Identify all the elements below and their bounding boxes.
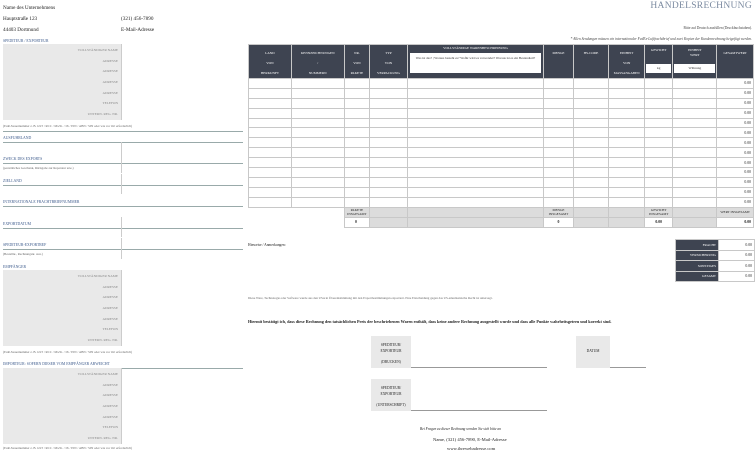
- column-header: GESAMTWERT: [717, 45, 754, 79]
- company-city: 44403 Dortmund: [3, 27, 39, 33]
- row-total-cell[interactable]: 0.00: [717, 79, 754, 89]
- export-purpose-note: (persönliches Geschenk, Rückgabe zur Reparatur usw.): [3, 166, 74, 170]
- importer-inputs[interactable]: [121, 368, 243, 444]
- table-row: [249, 177, 754, 187]
- export-statement: Diese Ware, Technologie oder Software wurde aus den USA in Übereinstimmung mit den Exportbestimmungen exportiert. Eine Entscheidung gegen das US-amerikanische Recht ist untersagt.: [248, 296, 493, 300]
- table-cell[interactable]: [344, 187, 369, 197]
- notes-input[interactable]: [248, 250, 673, 280]
- table-cell[interactable]: [370, 98, 408, 108]
- table-cell[interactable]: [573, 88, 609, 98]
- table-cell[interactable]: [370, 118, 408, 128]
- table-cell[interactable]: [644, 168, 673, 178]
- tracking-input[interactable]: [3, 206, 243, 216]
- table-cell[interactable]: [291, 148, 344, 158]
- row-total-cell[interactable]: 0.00: [717, 168, 754, 178]
- sign-sig-l3: (UNTERSCHRIFT): [376, 403, 406, 407]
- charge-row: [676, 271, 755, 282]
- sign-signature-input[interactable]: [411, 379, 547, 411]
- table-cell[interactable]: [609, 177, 645, 187]
- table-cell[interactable]: [644, 148, 673, 158]
- column-header: MENGE: [544, 45, 574, 79]
- table-cell[interactable]: [573, 177, 609, 187]
- table-cell[interactable]: [370, 158, 408, 168]
- table-cell[interactable]: [344, 177, 369, 187]
- table-cell[interactable]: [344, 128, 369, 138]
- table-cell[interactable]: [544, 108, 574, 118]
- field-label: ADRESSE: [102, 80, 118, 85]
- export-purpose-input[interactable]: [121, 152, 243, 173]
- description-hint: Was ist das? | Woraus besteht es? Wofür wird es verwendet? Woraus ist es ein Bestandteil?: [410, 53, 541, 73]
- field-label: ADRESSE: [102, 306, 118, 311]
- table-cell[interactable]: [644, 197, 673, 207]
- table-cell[interactable]: [673, 79, 717, 89]
- table-cell[interactable]: [370, 187, 408, 197]
- sign-sig-l2: EXPORTEUR: [380, 392, 402, 396]
- field-label: UNTERN. REG. NR.: [87, 338, 118, 343]
- charge-row: [676, 261, 755, 272]
- table-cell[interactable]: [644, 187, 673, 197]
- packages-total-value: 0: [344, 217, 369, 227]
- date-label: DATUM: [586, 349, 600, 353]
- charge-row: [676, 240, 755, 251]
- table-row: [249, 138, 754, 148]
- table-row: [249, 108, 754, 118]
- charge-value[interactable]: 0.00: [719, 271, 755, 282]
- weight-total-label: GEWICHT INSGESAMT: [644, 207, 673, 217]
- table-cell[interactable]: [344, 88, 369, 98]
- table-cell[interactable]: [673, 108, 717, 118]
- table-cell[interactable]: [573, 118, 609, 128]
- table-cell[interactable]: [291, 138, 344, 148]
- row-total-cell[interactable]: 0.00: [717, 128, 754, 138]
- field-label: ADRESSE: [102, 414, 118, 419]
- table-cell[interactable]: [673, 88, 717, 98]
- table-cell[interactable]: [407, 98, 543, 108]
- field-label: ADRESSE: [102, 316, 118, 321]
- table-cell[interactable]: [249, 158, 292, 168]
- sign-print-l2: EXPORTEUR: [380, 349, 402, 353]
- tracking-label: INTERNATIONALE FRACHTBRIEFNUMMER: [3, 200, 80, 204]
- table-cell[interactable]: [609, 138, 645, 148]
- shipper-inputs[interactable]: [121, 44, 243, 120]
- table-row: [249, 158, 754, 168]
- table-cell[interactable]: [407, 187, 543, 197]
- consignee-labels-panel: [3, 270, 121, 346]
- charges-table: [675, 239, 755, 282]
- table-cell[interactable]: [644, 98, 673, 108]
- field-label: ADRESSE: [102, 69, 118, 74]
- row-total-cell[interactable]: 0.00: [717, 88, 754, 98]
- table-cell[interactable]: [291, 108, 344, 118]
- charge-value[interactable]: 0.00: [719, 240, 755, 251]
- sign-print-l3: (DRUCKEN): [381, 360, 401, 364]
- value-total-label: WERT INSGESAMT: [717, 207, 754, 217]
- table-cell[interactable]: [573, 187, 609, 197]
- table-row: [249, 79, 754, 89]
- row-total-cell[interactable]: 0.00: [717, 98, 754, 108]
- sign-sig-l1: SPEDITEUR/: [380, 386, 402, 390]
- column-header: HS-CODE: [573, 45, 609, 79]
- table-cell[interactable]: [291, 118, 344, 128]
- column-header: EINHEIT VON MASSANGABEN: [609, 45, 645, 79]
- export-country-label: AUSFUHRLAND: [3, 136, 32, 140]
- table-row: [249, 187, 754, 197]
- table-cell[interactable]: [573, 128, 609, 138]
- table-cell[interactable]: [573, 158, 609, 168]
- table-cell[interactable]: [370, 138, 408, 148]
- table-cell[interactable]: [370, 197, 408, 207]
- table-cell[interactable]: [249, 187, 292, 197]
- table-row: [249, 88, 754, 98]
- sign-signature-label-panel: [371, 379, 411, 411]
- importer-note: (EuR-Steuernummer z. B. GST / RCC / MwSt. / IX / EIN / ABN / SIN oder wie vor Ort erforderlich): [3, 446, 133, 450]
- table-cell[interactable]: [644, 138, 673, 148]
- items-table: [248, 44, 754, 228]
- shipper-labels-panel: [3, 44, 121, 120]
- table-cell[interactable]: [407, 108, 543, 118]
- table-row: [249, 98, 754, 108]
- shipper-heading: SPEDITEUR / EXPORTEUR: [3, 39, 49, 43]
- fedex-note: * Allen Sendungen müssen ein internationaler FedEx-Luftfrachtbrief und zwei Kopien der Kundenrechnung beigefügt werden.: [570, 37, 752, 41]
- table-cell[interactable]: [673, 187, 717, 197]
- column-header: KENNZEICHNUNGEN / NUMMERN: [291, 45, 344, 79]
- table-cell[interactable]: [609, 128, 645, 138]
- table-cell[interactable]: [544, 138, 574, 148]
- table-cell[interactable]: [644, 88, 673, 98]
- sign-print-l1: SPEDITEUR/: [380, 343, 402, 347]
- date-input[interactable]: [610, 336, 646, 368]
- company-name: Name des Unternehmens: [3, 5, 56, 11]
- destination-input[interactable]: [121, 174, 243, 194]
- column-header: TYP VON VERPACKUNG: [370, 45, 408, 79]
- table-cell[interactable]: [344, 158, 369, 168]
- qty-total-value: 0: [544, 217, 574, 227]
- table-cell[interactable]: [344, 79, 369, 89]
- notes-label: Hinweise / Anmerkungen:: [248, 243, 286, 247]
- table-cell[interactable]: [407, 158, 543, 168]
- table-cell[interactable]: [609, 88, 645, 98]
- table-cell[interactable]: [644, 118, 673, 128]
- table-cell[interactable]: [673, 148, 717, 158]
- row-total-cell[interactable]: 0.00: [717, 148, 754, 158]
- table-cell[interactable]: [249, 168, 292, 178]
- table-cell[interactable]: [609, 98, 645, 108]
- column-header: VOLLSTÄNDIGE WARENBESCHREIBUNG Was ist das? | Woraus besteht es? Wofür wird es verwendet? Woraus ist es ein Bestandteil?: [407, 45, 543, 79]
- table-cell[interactable]: [573, 168, 609, 178]
- packages-total-label: PAKETE INSGESAMT: [344, 207, 369, 217]
- table-cell[interactable]: [407, 88, 543, 98]
- table-cell[interactable]: [544, 128, 574, 138]
- table-cell[interactable]: [291, 88, 344, 98]
- export-date-input[interactable]: [121, 217, 243, 237]
- table-cell[interactable]: [407, 138, 543, 148]
- table-cell[interactable]: [673, 128, 717, 138]
- table-cell[interactable]: [673, 158, 717, 168]
- table-cell[interactable]: [291, 128, 344, 138]
- charge-label: VERSICHERUNG: [676, 250, 719, 261]
- row-total-cell[interactable]: 0.00: [717, 197, 754, 207]
- table-cell[interactable]: [644, 128, 673, 138]
- consignee-note: (EuR-Steuernummer z. B. GST / RCC / MwSt. / IX / EIN / ABN / SIN oder wie vor Ort erforderlich): [3, 350, 133, 354]
- table-cell[interactable]: [544, 148, 574, 158]
- table-cell[interactable]: [544, 118, 574, 128]
- table-row: [249, 128, 754, 138]
- table-cell[interactable]: [370, 148, 408, 158]
- sign-print-input[interactable]: [411, 336, 547, 368]
- table-cell[interactable]: [544, 187, 574, 197]
- table-cell[interactable]: [344, 138, 369, 148]
- table-cell[interactable]: [573, 138, 609, 148]
- field-label: ADRESSE: [102, 90, 118, 95]
- column-header: NR. VON PAKETE: [344, 45, 369, 79]
- table-cell[interactable]: [644, 158, 673, 168]
- table-cell[interactable]: [544, 197, 574, 207]
- table-cell[interactable]: [573, 108, 609, 118]
- export-country-input[interactable]: [121, 142, 243, 152]
- shipper-note: (EuR-Steuernummer z. B. GST / RCC / MwSt. / IX / EIN / ABN / SIN oder wie vor Ort erforderlich): [3, 124, 133, 128]
- field-label: ADRESSE: [102, 284, 118, 289]
- sign-print-label-panel: [371, 336, 411, 368]
- table-cell[interactable]: [407, 197, 543, 207]
- table-cell[interactable]: [544, 177, 574, 187]
- table-cell[interactable]: [644, 79, 673, 89]
- table-cell[interactable]: [573, 148, 609, 158]
- table-cell[interactable]: [344, 98, 369, 108]
- row-total-cell[interactable]: 0.00: [717, 108, 754, 118]
- qty-total-label: MENGE INSGESAMT: [544, 207, 574, 217]
- table-cell[interactable]: [370, 128, 408, 138]
- importer-heading: IMPORTEUR: SOFERN DIESER VOM EMPFÄNGER ABWEICHT: [3, 362, 110, 366]
- company-phone: (321) 456-7890: [121, 16, 154, 22]
- field-label: UNTERN. REG. NR.: [87, 112, 118, 117]
- table-cell[interactable]: [291, 79, 344, 89]
- table-cell[interactable]: [673, 98, 717, 108]
- charge-row: [676, 250, 755, 261]
- importer-labels-panel: [3, 368, 121, 444]
- table-row: [249, 148, 754, 158]
- table-cell[interactable]: [407, 118, 543, 128]
- column-header: EINHEIT WERT Währung: [673, 45, 717, 79]
- table-cell[interactable]: [344, 118, 369, 128]
- table-cell[interactable]: [249, 88, 292, 98]
- table-cell[interactable]: [291, 98, 344, 108]
- field-label: UNTERN. REG. NR.: [87, 436, 118, 441]
- table-cell[interactable]: [249, 197, 292, 207]
- destination-label: ZIELLAND: [3, 179, 22, 183]
- table-cell[interactable]: [544, 168, 574, 178]
- charge-label: FRACHT: [676, 240, 719, 251]
- table-row: [249, 197, 754, 207]
- table-cell[interactable]: [544, 158, 574, 168]
- table-cell[interactable]: [609, 197, 645, 207]
- field-label: ADRESSE: [102, 295, 118, 300]
- table-cell[interactable]: [249, 79, 292, 89]
- currency-unit[interactable]: Währung: [674, 64, 715, 73]
- table-cell[interactable]: [344, 168, 369, 178]
- weight-total-value: 0.00: [644, 217, 673, 227]
- table-cell[interactable]: [544, 79, 574, 89]
- table-cell[interactable]: [544, 98, 574, 108]
- table-cell[interactable]: [249, 128, 292, 138]
- table-cell[interactable]: [573, 197, 609, 207]
- table-cell[interactable]: [573, 79, 609, 89]
- table-cell[interactable]: [609, 148, 645, 158]
- shipper-ref-input[interactable]: [121, 238, 243, 259]
- table-cell[interactable]: [673, 168, 717, 178]
- table-cell[interactable]: [407, 148, 543, 158]
- export-date-label: EXPORTDATUM: [3, 222, 32, 226]
- row-total-cell[interactable]: 0.00: [717, 138, 754, 148]
- table-cell[interactable]: [609, 118, 645, 128]
- certification: Hiermit bestätigt ich, dass diese Rechnung den tatsächlichen Preis der beschriebenen Waren enthält, dass keine andere Rechnung ausgestellt wurde und dass alle Punkte wahrheitsgetreu und korrekt sind.: [248, 319, 612, 324]
- field-label: VOLLSTÄNDIGER NAME: [77, 372, 118, 376]
- table-cell[interactable]: [673, 138, 717, 148]
- charge-label: GESAMT: [676, 271, 719, 282]
- table-cell[interactable]: [407, 168, 543, 178]
- row-total-cell[interactable]: 0.00: [717, 177, 754, 187]
- table-cell[interactable]: [370, 79, 408, 89]
- table-cell[interactable]: [609, 158, 645, 168]
- export-purpose-label: ZWECK DES EXPORTS: [3, 157, 43, 161]
- row-total-cell[interactable]: 0.00: [717, 158, 754, 168]
- consignee-inputs[interactable]: [121, 270, 243, 346]
- table-cell[interactable]: [249, 118, 292, 128]
- table-cell[interactable]: [544, 88, 574, 98]
- table-cell[interactable]: [407, 177, 543, 187]
- table-cell[interactable]: [344, 197, 369, 207]
- table-cell[interactable]: [291, 187, 344, 197]
- charge-label: SONSTIGES: [676, 261, 719, 272]
- table-cell[interactable]: [609, 168, 645, 178]
- table-cell[interactable]: [370, 168, 408, 178]
- date-label-panel: [576, 336, 610, 368]
- row-total-cell[interactable]: 0.00: [717, 118, 754, 128]
- field-label: ADRESSE: [102, 382, 118, 387]
- field-label: TELEFON: [102, 425, 118, 430]
- table-cell[interactable]: [291, 168, 344, 178]
- column-header: LAND VON HERKUNFT: [249, 45, 292, 79]
- table-cell[interactable]: [370, 177, 408, 187]
- table-cell[interactable]: [609, 187, 645, 197]
- table-cell[interactable]: [291, 197, 344, 207]
- table-cell[interactable]: [609, 79, 645, 89]
- table-cell[interactable]: [573, 98, 609, 108]
- table-cell[interactable]: [344, 148, 369, 158]
- table-cell[interactable]: [249, 108, 292, 118]
- table-cell[interactable]: [673, 197, 717, 207]
- field-label: ADRESSE: [102, 58, 118, 63]
- table-cell[interactable]: [249, 177, 292, 187]
- table-cell[interactable]: [344, 108, 369, 118]
- table-cell[interactable]: [249, 138, 292, 148]
- field-label: ADRESSE: [102, 404, 118, 409]
- table-cell[interactable]: [370, 108, 408, 118]
- table-cell[interactable]: [644, 108, 673, 118]
- company-street: Hauptstraße 123: [3, 16, 38, 22]
- field-label: VOLLSTÄNDIGER NAME: [77, 274, 118, 278]
- field-label: ADRESSE: [102, 393, 118, 398]
- table-cell[interactable]: [249, 98, 292, 108]
- table-cell[interactable]: [609, 108, 645, 118]
- contact-text: Name, (321) 456-7890, E-Mail-Adresse: [433, 437, 507, 442]
- charge-value[interactable]: 0.00: [719, 250, 755, 261]
- company-email: E-Mail-Adresse: [121, 27, 155, 33]
- row-total-cell[interactable]: 0.00: [717, 187, 754, 197]
- table-cell[interactable]: [673, 118, 717, 128]
- weight-unit[interactable]: kg: [646, 64, 672, 73]
- column-header: GEWICHT kg: [644, 45, 673, 79]
- field-label: TELEFON: [102, 327, 118, 332]
- table-cell[interactable]: [370, 88, 408, 98]
- table-row: [249, 118, 754, 128]
- instructions: Bitte auf Deutsch ausfüllen (Druckbuchstaben).: [683, 26, 752, 30]
- consignee-heading: EMPFÄNGER: [3, 265, 26, 269]
- value-total-value: 0.00: [717, 217, 754, 227]
- table-cell[interactable]: [291, 177, 344, 187]
- charge-value[interactable]: 0.00: [719, 261, 755, 272]
- table-cell[interactable]: [644, 177, 673, 187]
- table-row: [249, 168, 754, 178]
- table-cell[interactable]: [673, 177, 717, 187]
- table-cell[interactable]: [249, 148, 292, 158]
- shipper-ref-label: SPEDITEUR-EXPORTREF: [3, 243, 47, 247]
- field-label: TELEFON: [102, 101, 118, 106]
- website-text: www.ihrewebadresse.com: [447, 446, 496, 451]
- invoice-title: HANDELSRECHNUNG: [650, 1, 752, 11]
- table-cell[interactable]: [407, 128, 543, 138]
- questions-text: Bei Fragen zu dieser Rechnung wenden Sie sich bitte an: [420, 427, 501, 431]
- table-cell[interactable]: [407, 79, 543, 89]
- table-cell[interactable]: [291, 158, 344, 168]
- shipper-ref-note: (Bestellnr., Rechnungsnr. usw.): [3, 252, 43, 256]
- field-label: VOLLSTÄNDIGER NAME: [77, 48, 118, 52]
